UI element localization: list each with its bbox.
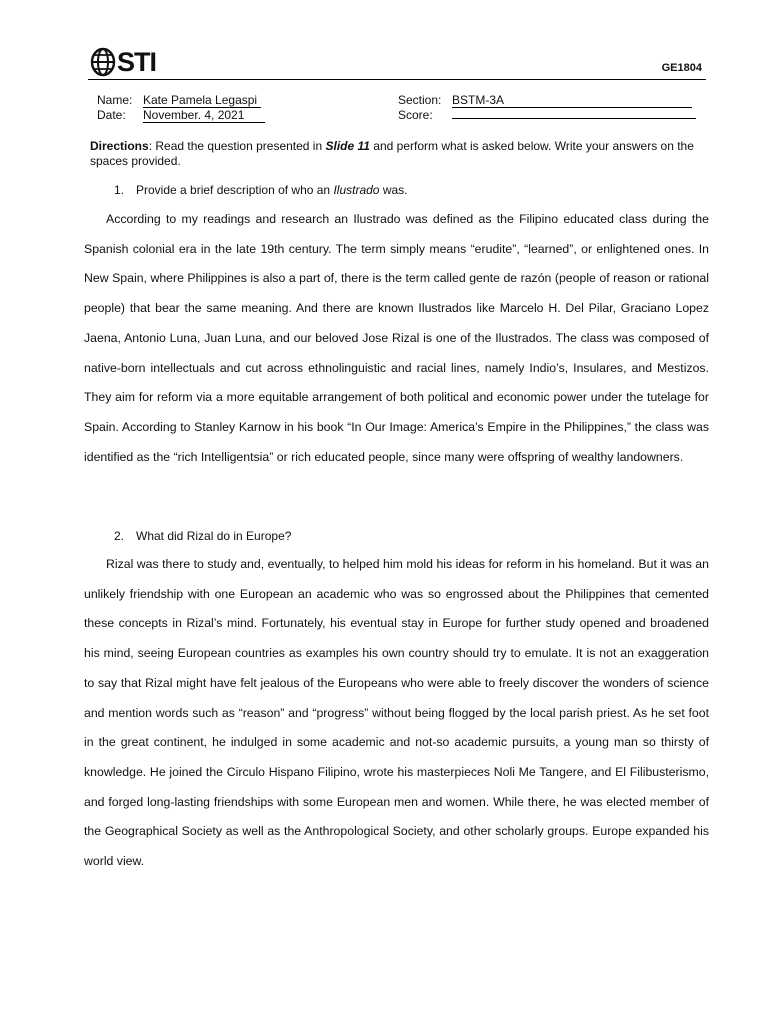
question-2 <box>114 529 291 543</box>
question-text: Provide a brief description of who an <box>136 183 334 197</box>
directions-text-1: : Read the question presented in <box>148 139 326 153</box>
name-field <box>97 93 261 108</box>
question-text-end: was. <box>379 183 408 197</box>
question-number: 1. <box>114 183 125 197</box>
date-value: November. 4, 2021 <box>143 109 265 123</box>
directions <box>90 139 720 169</box>
section-label: Section: <box>398 93 442 107</box>
sti-logo <box>90 46 156 78</box>
question-text: What did Rizal do in Europe? <box>136 529 292 543</box>
directions-text-2: and perform what is asked below. Write your answers on the spaces provided. <box>90 139 694 168</box>
globe-icon <box>90 47 116 77</box>
document-code: GE1804 <box>661 62 702 74</box>
question-1 <box>114 183 408 197</box>
directions-label: Directions <box>90 139 149 153</box>
score-value <box>452 118 696 119</box>
name-label: Name: <box>97 93 133 107</box>
name-value: Kate Pamela Legaspi <box>143 94 261 108</box>
date-label: Date: <box>97 108 126 122</box>
score-field <box>398 108 696 122</box>
answer-1: According to my readings and research an Ilustrado was defined as the Filipino educated class during the Spanish colonial era in the late 19th century. The term simply means “erudite”, “learned”, or enlightened ones. In New Spain, where Philippines is also a part of, there is the term called gente de razón (people of reason or rational people) that bear the same meaning. And there are known Ilustrados like Marcelo H. Del Pilar, Graciano Lopez Jaena, Antonio Luna, Juan Luna, and our beloved Jose Rizal is one of the Ilustrados. The class was composed of native-born intellectuals and cut across ethnolinguistic and racial lines, namely Indio’s, Insulares, and Mestizos. They aim for reform via a more equitable arrangement of both political and economic power under the tutelage for Spain. According to Stanley Karnow in his book “In Our Image: America’s Empire in the Philippines,” the class was identified as the “rich Intelligentsia” or rich educated people, since many were offspring of wealthy landowners. <box>84 212 709 464</box>
answer-2: Rizal was there to study and, eventually, to helped him mold his ideas for reform in his homeland. But it was an unlikely friendship with one European an academic who was so engrossed about the Philippines that cemented these concepts in Rizal’s mind. Fortunately, his eventual stay in Europe for further study opened and broadened his mind, seeing European countries as examples his own country should try to emulate. It is not an exaggeration to say that Rizal might have felt jealous of the Europeans who were able to freely discover the wonders of science and mention words such as “reason” and “progress” without being flogged by the local parish priest. As he set foot in the great continent, he indulged in some academic and not-so academic pursuits, a young man so thirsty of knowledge. He joined the Circulo Hispano Filipino, wrote his masterpieces Noli Me Tangere, and El Filibusterismo, and forged long-lasting friendships with some European men and women. While there, he was elected member of the Geographical Society as well as the Anthropological Society, and other scholarly groups. Europe expanded his world view. <box>84 557 709 869</box>
question-italic-term: Ilustrado <box>333 183 380 197</box>
header-divider <box>88 79 706 80</box>
section-field <box>398 93 692 108</box>
logo-text: STI <box>117 46 157 77</box>
slide-reference: Slide 11 <box>325 139 370 153</box>
section-value: BSTM-3A <box>452 94 692 108</box>
score-label: Score: <box>398 108 433 122</box>
date-field <box>97 108 265 123</box>
question-number: 2. <box>114 529 125 543</box>
